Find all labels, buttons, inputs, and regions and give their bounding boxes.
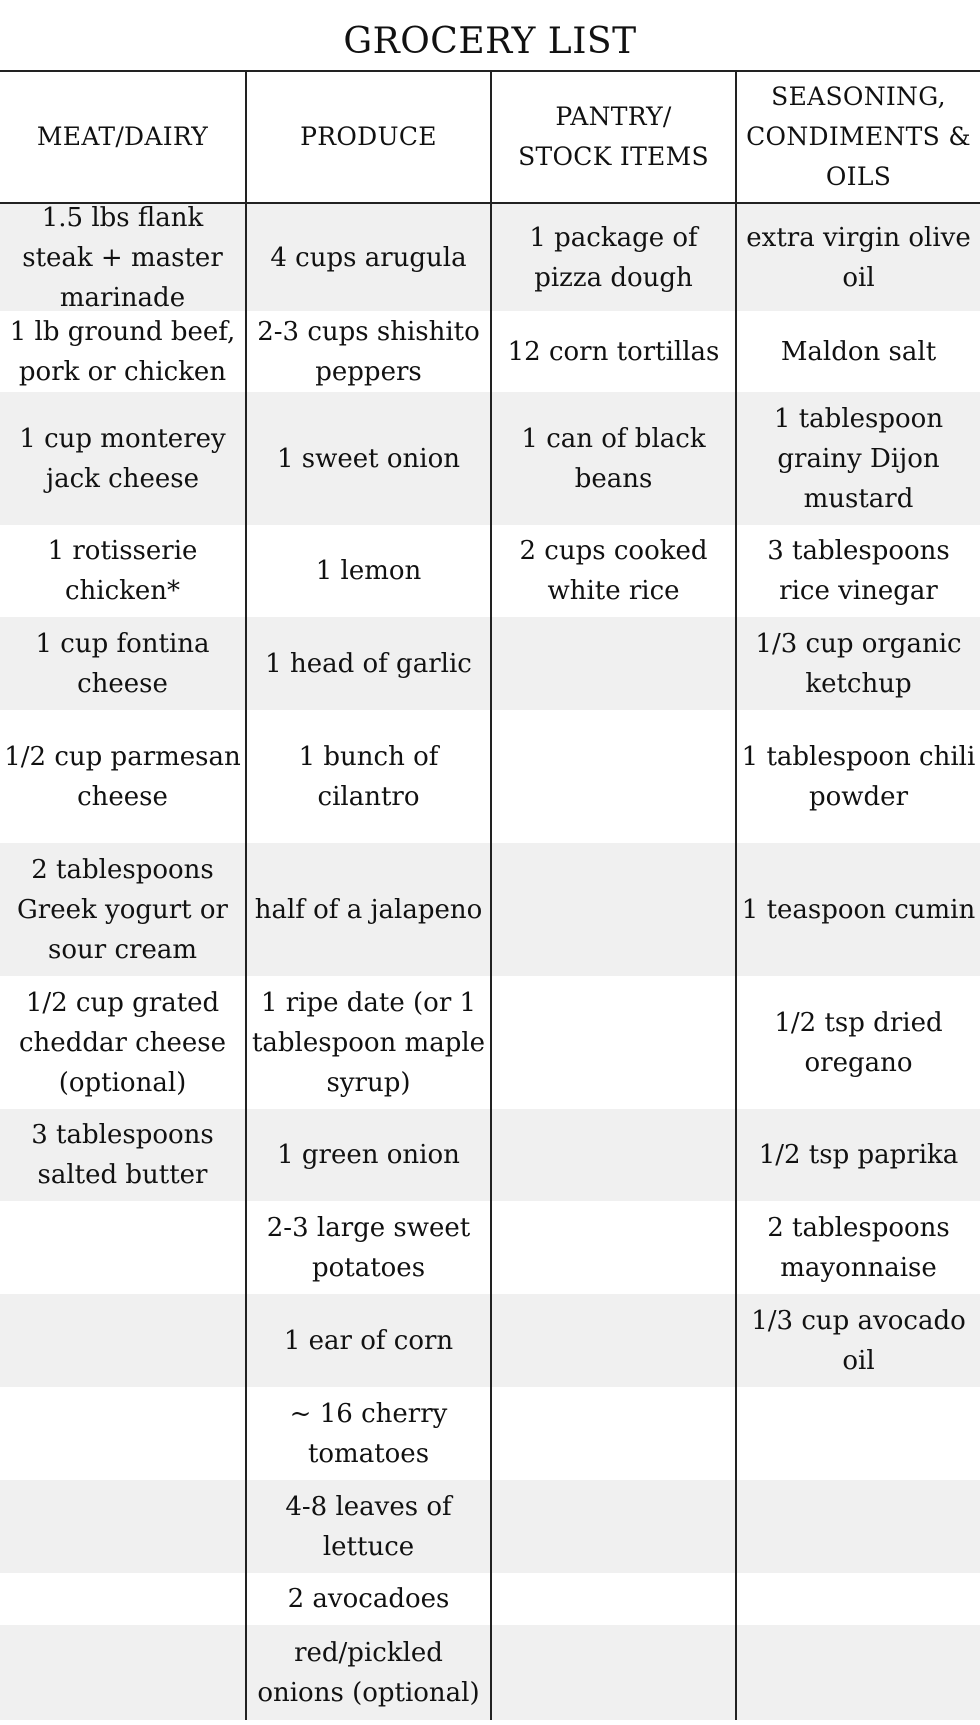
cell-pantry <box>492 1480 735 1573</box>
cell-meat-dairy: 1 rotisserie chicken* <box>47 536 198 606</box>
cell-pantry: 1 package of pizza dough <box>529 222 698 293</box>
cell-produce: 4 cups arugula <box>270 242 467 273</box>
cell-meat-dairy: 1 cup fontina cheese <box>35 628 210 699</box>
cell-produce: 1 ripe date (or 1 tablespoon maple syrup) <box>251 987 486 1098</box>
cell-seasoning: 3 tablespoons rice vinegar <box>767 536 950 606</box>
column-divider <box>490 70 492 1720</box>
cell-pantry <box>492 1387 735 1480</box>
cell-produce: 1 lemon <box>315 556 422 586</box>
cell-pantry: 1 can of black beans <box>521 423 706 494</box>
column-header-produce: PRODUCE <box>300 122 437 151</box>
cell-meat-dairy: 2 tablespoons Greek yogurt or sour cream <box>17 854 228 965</box>
cell-seasoning: Maldon salt <box>780 336 937 367</box>
cell-produce: 2-3 large sweet potatoes <box>266 1212 471 1283</box>
cell-seasoning: 1 tablespoon chili powder <box>741 741 976 812</box>
cell-produce: ~ 16 cherry tomatoes <box>289 1398 448 1469</box>
cell-seasoning: 1 teaspoon cumin <box>741 894 976 925</box>
column-divider <box>735 70 737 1720</box>
cell-seasoning <box>737 1387 980 1480</box>
column-header-pantry: PANTRY/ STOCK ITEMS <box>518 102 709 171</box>
cell-produce: red/pickled onions (optional) <box>257 1637 480 1708</box>
cell-meat-dairy <box>0 1294 245 1387</box>
cell-pantry <box>492 1201 735 1294</box>
cell-seasoning <box>737 1625 980 1720</box>
cell-pantry <box>492 843 735 976</box>
cell-produce: 1 sweet onion <box>276 443 460 474</box>
cell-meat-dairy: 3 tablespoons salted butter <box>31 1120 214 1190</box>
cell-pantry <box>492 617 735 710</box>
cell-seasoning: 1 tablespoon grainy Dijon mustard <box>773 403 944 514</box>
cell-seasoning: 2 tablespoons mayonnaise <box>767 1212 950 1283</box>
cell-produce: 1 head of garlic <box>265 648 472 679</box>
cell-seasoning: extra virgin olive oil <box>746 222 971 293</box>
cell-pantry <box>492 710 735 843</box>
cell-pantry: 2 cups cooked white rice <box>519 536 708 606</box>
cell-produce: 4-8 leaves of lettuce <box>285 1491 452 1562</box>
column-divider <box>245 70 247 1720</box>
cell-seasoning <box>737 1573 980 1625</box>
cell-pantry <box>492 976 735 1109</box>
cell-produce: 1 green onion <box>277 1140 460 1170</box>
cell-pantry <box>492 1109 735 1201</box>
cell-seasoning: 1/2 tsp paprika <box>758 1140 959 1170</box>
cell-pantry <box>492 1294 735 1387</box>
cell-seasoning: 1/3 cup avocado oil <box>751 1305 966 1376</box>
cell-meat-dairy: 1 cup monterey jack cheese <box>19 423 226 494</box>
cell-produce: 1 ear of corn <box>283 1325 454 1356</box>
cell-seasoning: 1/2 tsp dried oregano <box>774 1007 943 1078</box>
cell-produce: half of a jalapeno <box>254 894 483 925</box>
cell-pantry <box>492 1573 735 1625</box>
cell-meat-dairy <box>0 1201 245 1294</box>
cell-meat-dairy: 1 lb ground beef, pork or chicken <box>9 316 236 387</box>
page-title: GROCERY LIST <box>343 21 637 62</box>
cell-meat-dairy <box>0 1387 245 1480</box>
column-header-meat-dairy: MEAT/DAIRY <box>36 122 209 151</box>
cell-produce: 2-3 cups shishito peppers <box>257 316 480 387</box>
cell-seasoning: 1/3 cup organic ketchup <box>755 628 962 699</box>
cell-produce: 1 bunch of cilantro <box>298 741 439 812</box>
cell-meat-dairy: 1/2 cup parmesan cheese <box>4 741 241 812</box>
cell-meat-dairy: 1.5 lbs flank steak + master marinade <box>22 202 223 313</box>
cell-meat-dairy <box>0 1480 245 1573</box>
cell-pantry <box>492 1625 735 1720</box>
cell-meat-dairy <box>0 1573 245 1625</box>
cell-pantry: 12 corn tortillas <box>507 336 720 367</box>
cell-seasoning <box>737 1480 980 1573</box>
cell-meat-dairy: 1/2 cup grated cheddar cheese (optional) <box>19 987 226 1098</box>
cell-produce: 2 avocadoes <box>287 1584 450 1614</box>
column-header-seasoning: SEASONING, CONDIMENTS & OILS <box>746 82 971 191</box>
cell-meat-dairy <box>0 1625 245 1720</box>
